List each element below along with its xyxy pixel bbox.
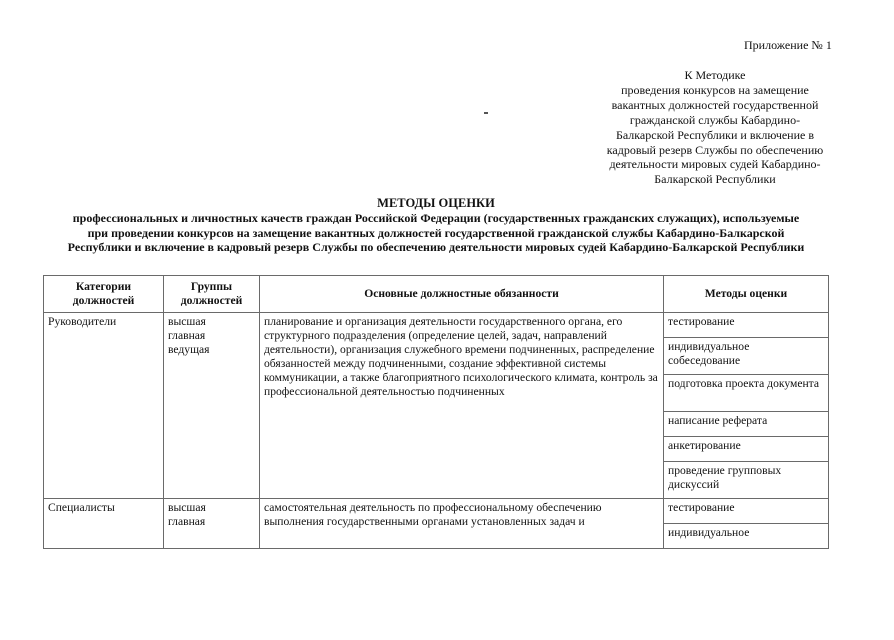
table-row (44, 313, 829, 338)
scan-speck (484, 112, 488, 114)
method-ref-line: Балкарской Республики и включение в (615, 127, 815, 142)
method-ref-line: К Методике (684, 68, 746, 82)
methods-table (43, 275, 829, 549)
method-cell: тестирование (664, 499, 829, 524)
method-cell: анкетирование (664, 437, 829, 462)
appendix-label: Приложение № 1 (744, 38, 832, 52)
method-cell: проведение групповых дискуссий (664, 462, 829, 499)
method-cell: индивидуальное собеседование (664, 338, 829, 375)
header-group: Группы должностей (164, 276, 260, 313)
header-duties: Основные должностные обязанности (260, 276, 664, 313)
group-item: высшая (168, 315, 206, 328)
header-methods: Методы оценки (664, 276, 829, 313)
group-item: главная (168, 329, 206, 342)
method-ref-line: деятельности мировых судей Кабардино- (609, 157, 821, 172)
document-title (32, 196, 840, 255)
method-reference (592, 68, 838, 187)
method-ref-line: вакантных должностей государственной (611, 97, 819, 112)
group-item: ведущая (168, 343, 210, 356)
title-main: МЕТОДЫ ОЦЕНКИ (377, 196, 495, 210)
method-cell: индивидуальное (664, 524, 829, 549)
table-header-row (44, 276, 829, 313)
method-ref-line: проведения конкурсов на замещение (621, 82, 809, 97)
method-ref-line: кадровый резерв Службы по обеспечению (606, 142, 824, 157)
group-item: высшая (168, 501, 206, 514)
method-ref-line: Балкарской Республики (654, 172, 776, 187)
method-ref-line: гражданской службы Кабардино- (629, 112, 801, 127)
title-line: профессиональных и личностных качеств граждан Российской Федерации (государственных гражданских служащих), используемые (72, 210, 800, 225)
group-cell (164, 499, 260, 549)
duties-cell: самостоятельная деятельность по профессиональному обеспечению выполнения государственными органами установленных задач и (260, 499, 664, 549)
method-cell: подготовка проекта документа (664, 375, 829, 412)
category-cell: Специалисты (44, 499, 164, 549)
title-line: при проведении конкурсов на замещение вакантных должностей государственной гражданской службы Кабардино-Балкарской (87, 225, 785, 240)
method-cell: тестирование (664, 313, 829, 338)
method-cell: написание реферата (664, 412, 829, 437)
category-cell: Руководители (44, 313, 164, 499)
title-line: Республики и включение в кадровый резерв Службы по обеспечению деятельности мировых судей Кабардино-Балкарской Республики (67, 240, 805, 255)
group-cell (164, 313, 260, 499)
table-row (44, 499, 829, 524)
duties-cell: планирование и организация деятельности государственного органа, его структурного подразделения (определение целей, задач, направлений деятельности), организация служебного времени подчиненных, распределение обязанностей между подчиненными, создание эффективной системы коммуникации, а также благоприятного психологического климата, контроль за профессиональной деятельностью подчиненных (260, 313, 664, 499)
header-category: Категории должностей (44, 276, 164, 313)
group-item: главная (168, 515, 206, 528)
